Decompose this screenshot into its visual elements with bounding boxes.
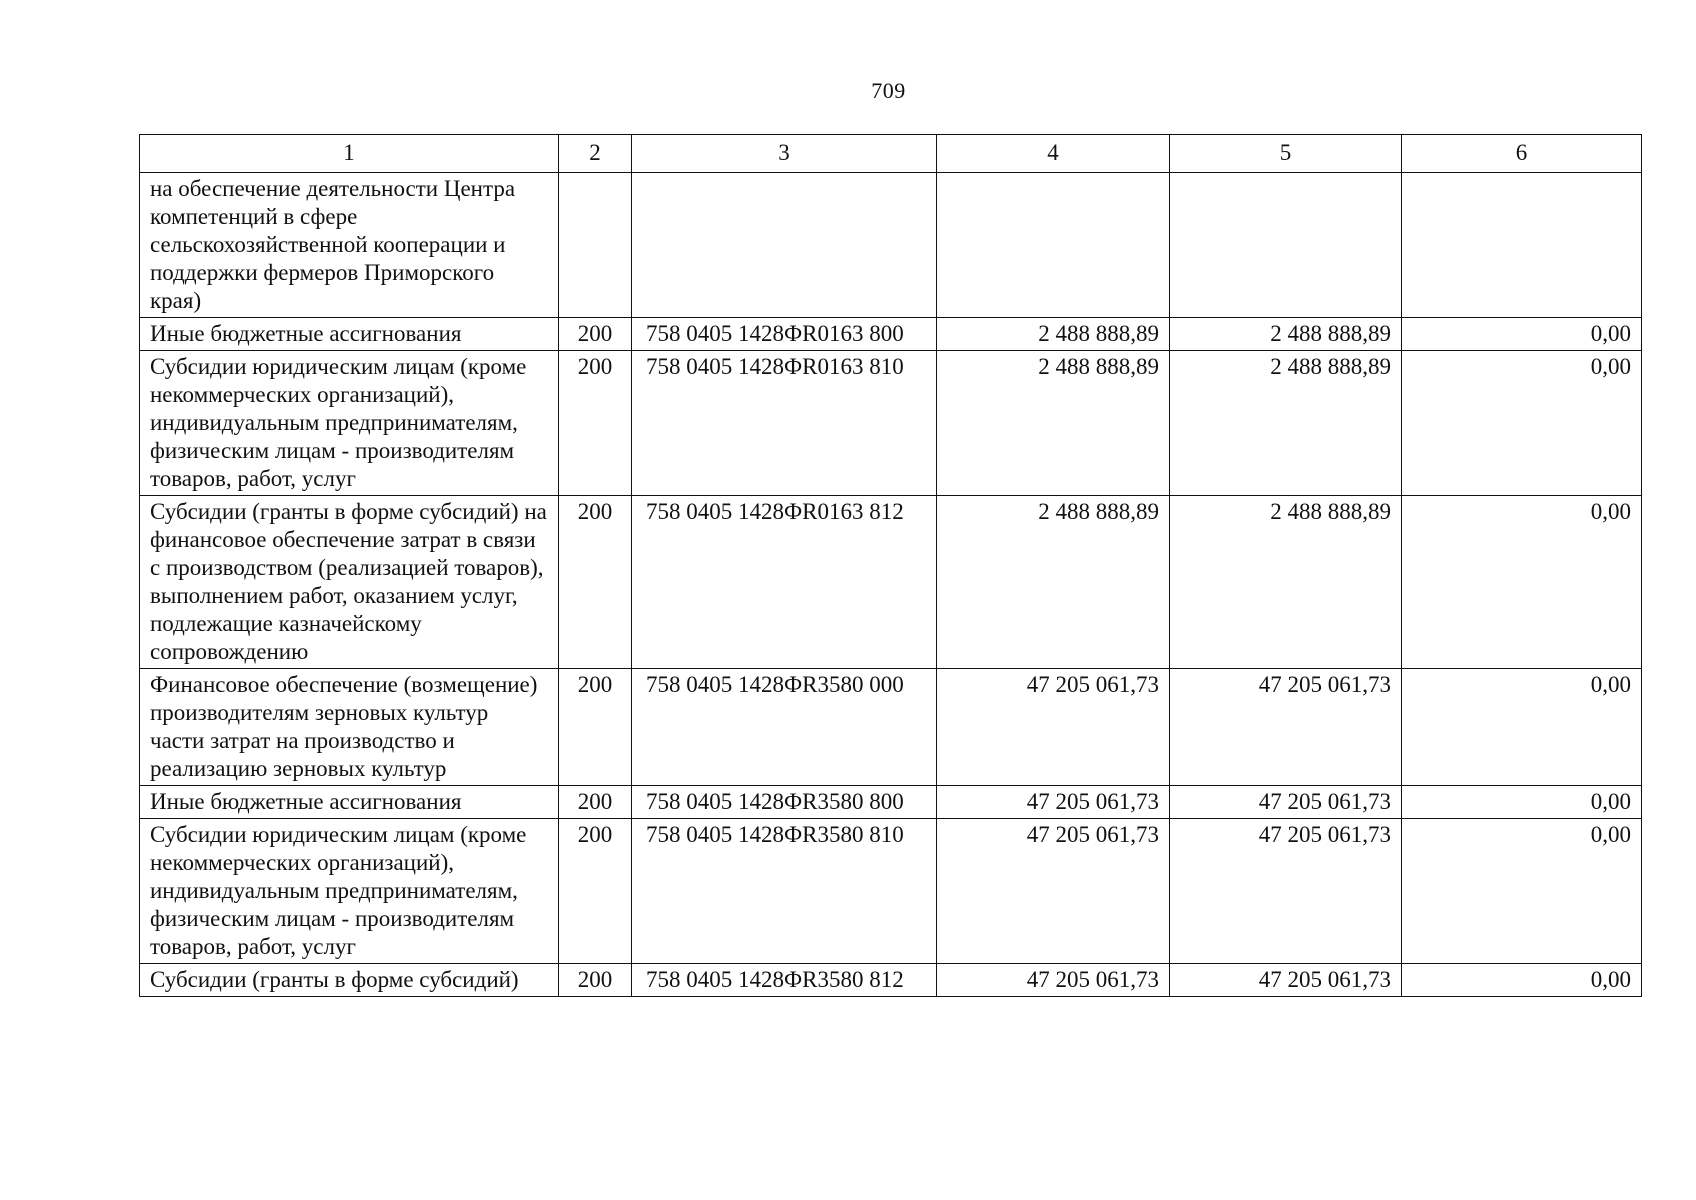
row-value-6-cell: 0,00 <box>1402 964 1642 997</box>
row-value-6-cell: 0,00 <box>1402 819 1642 964</box>
row-value-5-cell: 2 488 888,89 <box>1170 351 1402 496</box>
row-value-5-cell: 47 205 061,73 <box>1170 669 1402 786</box>
row-value-6-cell: 0,00 <box>1402 351 1642 496</box>
column-header-3: 3 <box>632 135 937 173</box>
column-header-6: 6 <box>1402 135 1642 173</box>
row-value-6-cell: 0,00 <box>1402 318 1642 351</box>
row-name-cell: Субсидии (гранты в форме субсидий) <box>140 964 559 997</box>
row-value-4-cell: 47 205 061,73 <box>937 669 1170 786</box>
row-section-cell: 200 <box>559 496 632 669</box>
column-header-2: 2 <box>559 135 632 173</box>
budget-table-container <box>139 134 1641 997</box>
table-row <box>140 819 1642 964</box>
row-name-cell: Субсидии юридическим лицам (кроме некоммерческих организаций), индивидуальным предпринимателям, физическим лицам - производителям товаров, работ, услуг <box>140 351 559 496</box>
row-name-cell: Иные бюджетные ассигнования <box>140 318 559 351</box>
row-section-cell: 200 <box>559 786 632 819</box>
row-value-5-cell: 47 205 061,73 <box>1170 964 1402 997</box>
row-section-cell: 200 <box>559 819 632 964</box>
table-row <box>140 786 1642 819</box>
row-section-cell: 200 <box>559 318 632 351</box>
row-name-cell: на обеспечение деятельности Центра компетенций в сфере сельскохозяйственной кооперации и поддержки фермеров Приморского края) <box>140 173 559 318</box>
row-name-cell: Субсидии юридическим лицам (кроме некоммерческих организаций), индивидуальным предпринимателям, физическим лицам - производителям товаров, работ, услуг <box>140 819 559 964</box>
row-value-6-cell: 0,00 <box>1402 786 1642 819</box>
row-code-cell: 758 0405 1428ФR3580 800 <box>632 786 937 819</box>
page-number: 709 <box>871 78 906 103</box>
row-value-6-cell: 0,00 <box>1402 669 1642 786</box>
table-row <box>140 964 1642 997</box>
row-value-4-cell: 47 205 061,73 <box>937 964 1170 997</box>
row-section-cell: 200 <box>559 669 632 786</box>
row-code-cell: 758 0405 1428ФR0163 812 <box>632 496 937 669</box>
row-value-5-cell <box>1170 173 1402 318</box>
table-row <box>140 318 1642 351</box>
row-value-4-cell: 47 205 061,73 <box>937 786 1170 819</box>
column-header-4: 4 <box>937 135 1170 173</box>
table-row <box>140 351 1642 496</box>
column-header-1: 1 <box>140 135 559 173</box>
row-name-cell: Финансовое обеспечение (возмещение) производителям зерновых культур части затрат на производство и реализацию зерновых культур <box>140 669 559 786</box>
row-value-5-cell: 47 205 061,73 <box>1170 819 1402 964</box>
row-section-cell: 200 <box>559 964 632 997</box>
row-value-4-cell: 2 488 888,89 <box>937 496 1170 669</box>
table-row <box>140 669 1642 786</box>
budget-table <box>139 134 1642 997</box>
row-section-cell: 200 <box>559 351 632 496</box>
row-value-6-cell: 0,00 <box>1402 496 1642 669</box>
row-value-4-cell: 47 205 061,73 <box>937 819 1170 964</box>
row-code-cell <box>632 173 937 318</box>
row-code-cell: 758 0405 1428ФR3580 810 <box>632 819 937 964</box>
row-value-5-cell: 2 488 888,89 <box>1170 318 1402 351</box>
table-row <box>140 173 1642 318</box>
row-value-4-cell: 2 488 888,89 <box>937 318 1170 351</box>
row-value-6-cell <box>1402 173 1642 318</box>
row-name-cell: Субсидии (гранты в форме субсидий) на финансовое обеспечение затрат в связи с производством (реализацией товаров), выполнением работ, оказанием услуг, подлежащие казначейскому сопровождению <box>140 496 559 669</box>
header-row <box>140 135 1642 173</box>
row-name-cell: Иные бюджетные ассигнования <box>140 786 559 819</box>
row-value-4-cell: 2 488 888,89 <box>937 351 1170 496</box>
row-code-cell: 758 0405 1428ФR0163 800 <box>632 318 937 351</box>
row-value-5-cell: 47 205 061,73 <box>1170 786 1402 819</box>
row-code-cell: 758 0405 1428ФR0163 810 <box>632 351 937 496</box>
row-section-cell <box>559 173 632 318</box>
column-header-5: 5 <box>1170 135 1402 173</box>
row-value-4-cell <box>937 173 1170 318</box>
row-value-5-cell: 2 488 888,89 <box>1170 496 1402 669</box>
table-row <box>140 496 1642 669</box>
row-code-cell: 758 0405 1428ФR3580 812 <box>632 964 937 997</box>
row-code-cell: 758 0405 1428ФR3580 000 <box>632 669 937 786</box>
